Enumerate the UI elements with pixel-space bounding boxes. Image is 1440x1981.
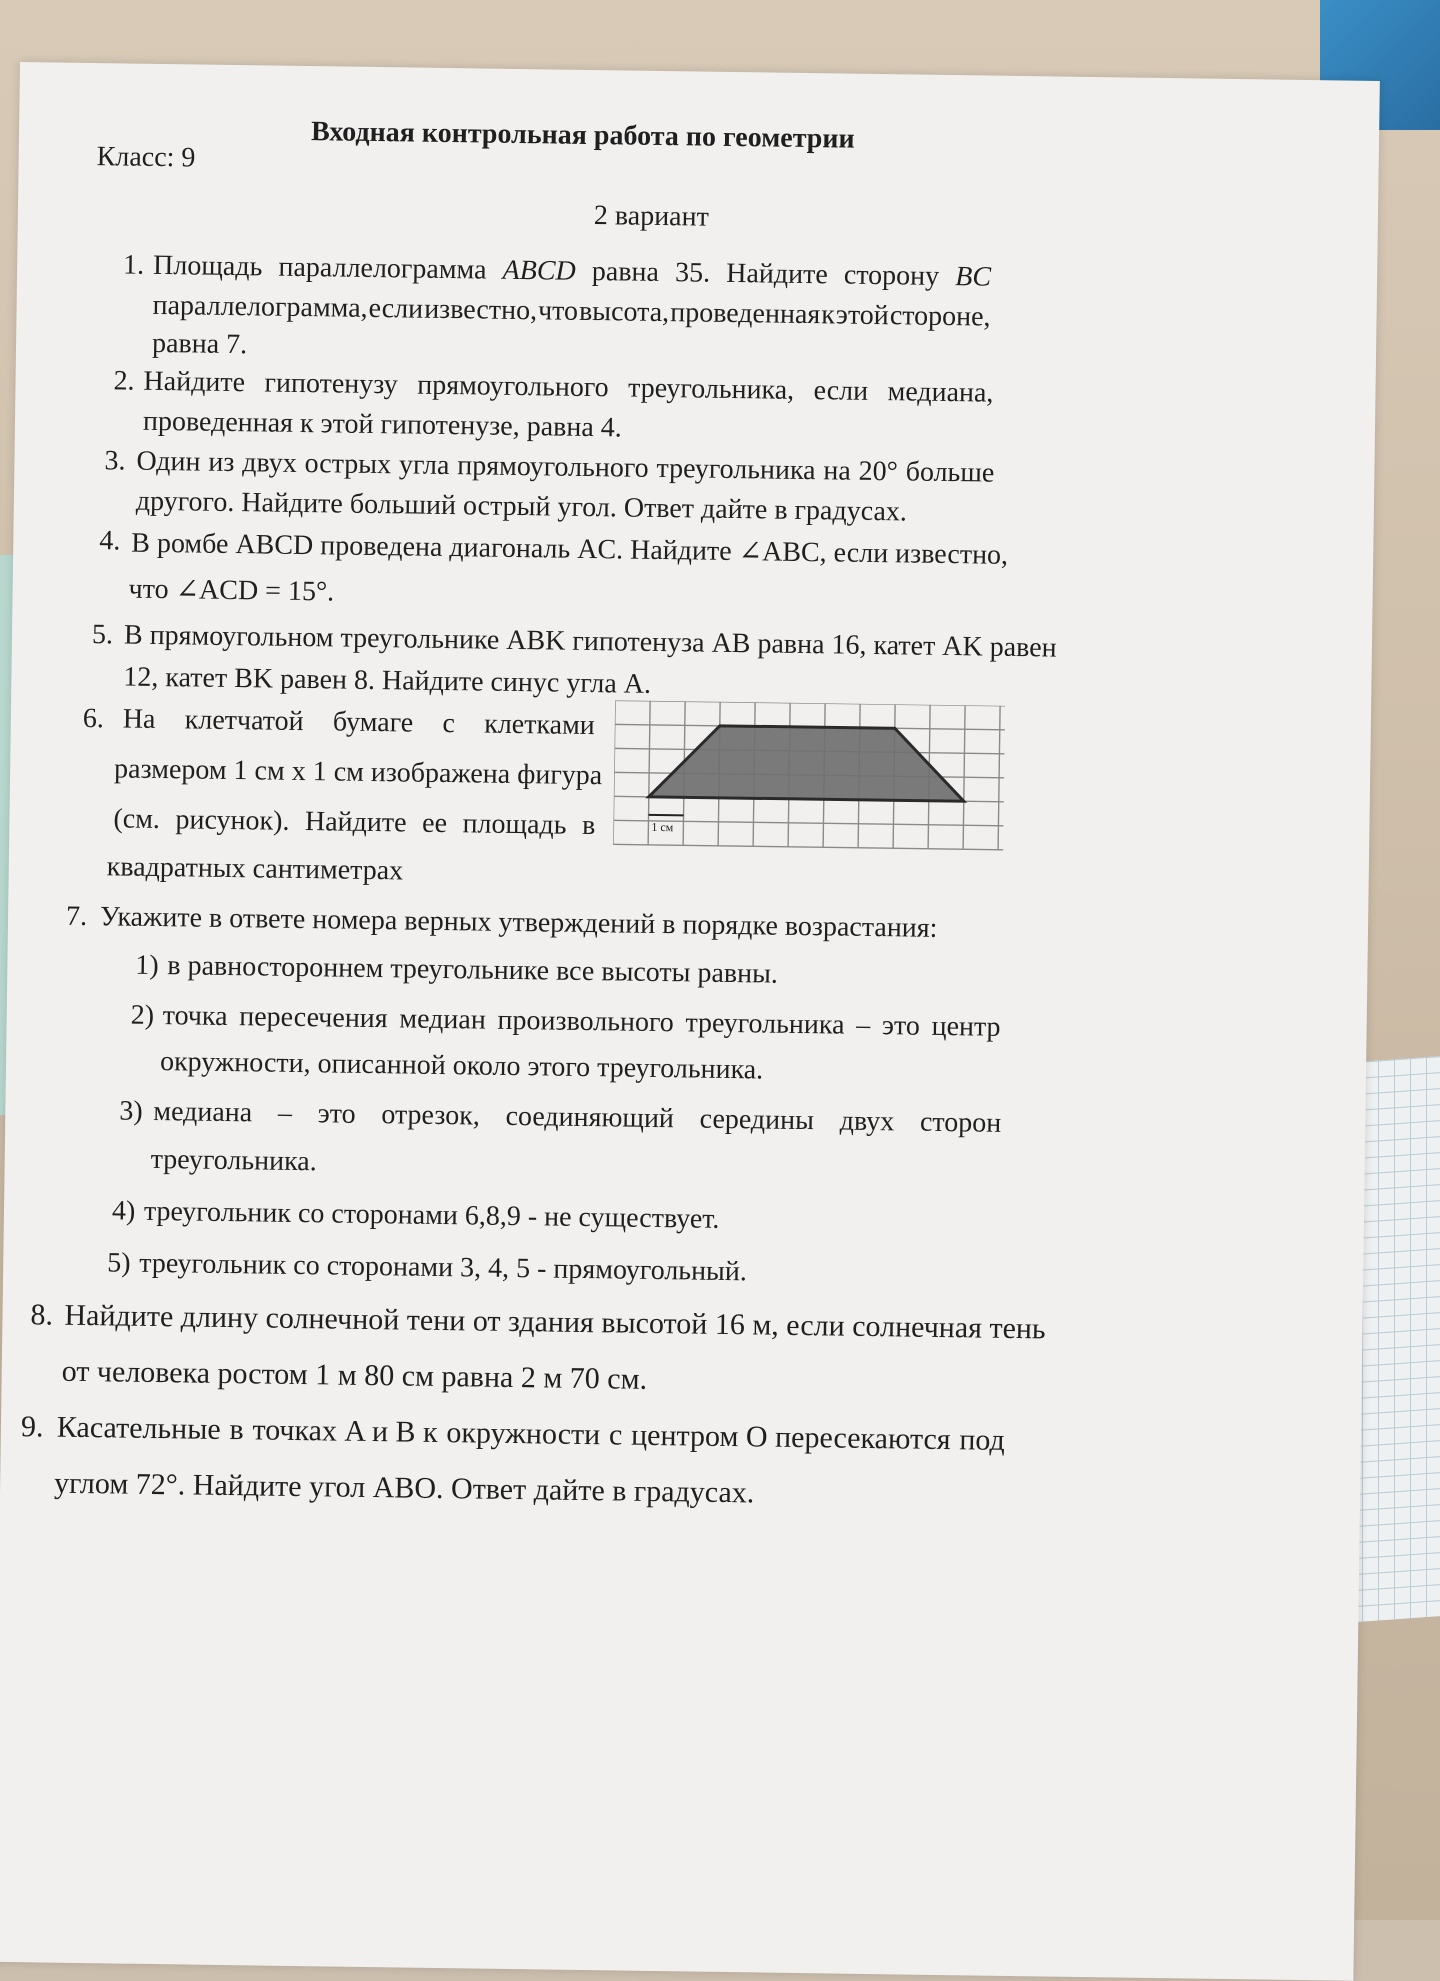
task-6-line-2: размером 1 см х 1 см изображена фигура	[114, 753, 603, 792]
task-3-line-2: другого. Найдите больший острый угол. Ответ дайте в градусах.	[136, 486, 907, 529]
task-7-number: 7.	[66, 901, 87, 933]
task-2-line-2: проведенная к этой гипотенузе, равна 4.	[143, 406, 622, 445]
task-7-item-2-line-1: точка пересечения медиан произвольного треугольника – это центр	[162, 1000, 1000, 1044]
task-6-line-3: (см. рисунок). Найдите ее площадь в	[113, 803, 595, 842]
task-7-item-1-text: в равностороннем треугольнике все высоты равны.	[167, 950, 778, 991]
task-7-item-3-number: 3)	[119, 1095, 143, 1127]
task-7-item-1-number: 1)	[135, 950, 159, 982]
task-9-line-2: углом 72°. Найдите угол ABO. Ответ дайте в градусах.	[54, 1467, 755, 1511]
task-7-item-5-text: треугольник со сторонами 3, 4, 5 - прямоугольный.	[139, 1248, 747, 1288]
scale-label: 1 см	[651, 820, 674, 834]
task-7-item-3-line-1: медиана – это отрезок, соединяющий середины двух сторон	[153, 1096, 1001, 1140]
variant-label: 2 вариант	[594, 200, 709, 234]
task-7-item-5-number: 5)	[107, 1247, 131, 1279]
trapezoid-grid-figure	[613, 700, 1007, 855]
task-3-number: 3.	[104, 445, 125, 477]
task-2-line-1: Найдите гипотенузу прямоугольного треугольника, если медиана,	[143, 366, 993, 410]
exam-sheet	[0, 62, 1380, 1981]
task-6-line-1: На клетчатой бумаге с клетками	[123, 704, 595, 743]
task-6-line-4: квадратных сантиметрах	[107, 851, 404, 887]
trapezoid-shape	[649, 725, 965, 801]
task-1-line-3: равна 7.	[152, 328, 248, 361]
grade-label: Класс: 9	[96, 141, 195, 174]
task-9-line-1: Касательные в точках A и B к окружности с центром O пересекаются под	[57, 1411, 1005, 1458]
task-4-number: 4.	[99, 525, 120, 557]
task-5-line-1: В прямоугольном треугольнике ABK гипотенуза AB равна 16, катет AK равен	[124, 620, 1057, 665]
task-3-line-1: Один из двух острых угла прямоугольного треугольника на 20° больше	[136, 446, 994, 490]
task-8-line-1: Найдите длину солнечной тени от здания высотой 16 м, если солнечная тень	[64, 1299, 1046, 1347]
task-7-item-4-number: 4)	[112, 1195, 136, 1227]
task-2-number: 2.	[113, 365, 134, 397]
task-1-number: 1.	[123, 249, 144, 281]
task-7-item-4-text: треугольник со сторонами 6,8,9 - не существует.	[144, 1196, 720, 1236]
document-title: Входная контрольная работа по геометрии	[311, 116, 855, 156]
task-6-number: 6.	[83, 703, 104, 735]
task-1-line-1: Площадь параллелограмма ABCD равна 35. Найдите сторону BC	[153, 250, 991, 294]
task-9-number: 9.	[21, 1410, 44, 1444]
task-7-item-2-line-2: окружности, описанной около этого треугольника.	[160, 1046, 764, 1086]
task-7-line-1: Укажите в ответе номера верных утверждений в порядке возрастания:	[100, 901, 938, 945]
task-8-line-2: от человека ростом 1 м 80 см равна 2 м 70 см.	[61, 1355, 647, 1397]
task-5-line-2: 12, катет BK равен 8. Найдите синус угла A.	[123, 662, 651, 701]
task-7-item-2-number: 2)	[130, 1000, 154, 1032]
task-8-number: 8.	[30, 1298, 53, 1332]
task-4-line-1: В ромбе ABCD проведена диагональ AC. Найдите ∠ABC, если известно,	[131, 526, 1008, 572]
task-1-line-2: параллелограмма, если известно, что высота, проведенная к этой стороне,	[152, 290, 990, 334]
task-7-item-3-line-2: треугольника.	[150, 1144, 316, 1178]
task-5-number: 5.	[92, 619, 113, 651]
task-4-line-2: что ∠ACD = 15°.	[128, 572, 334, 609]
